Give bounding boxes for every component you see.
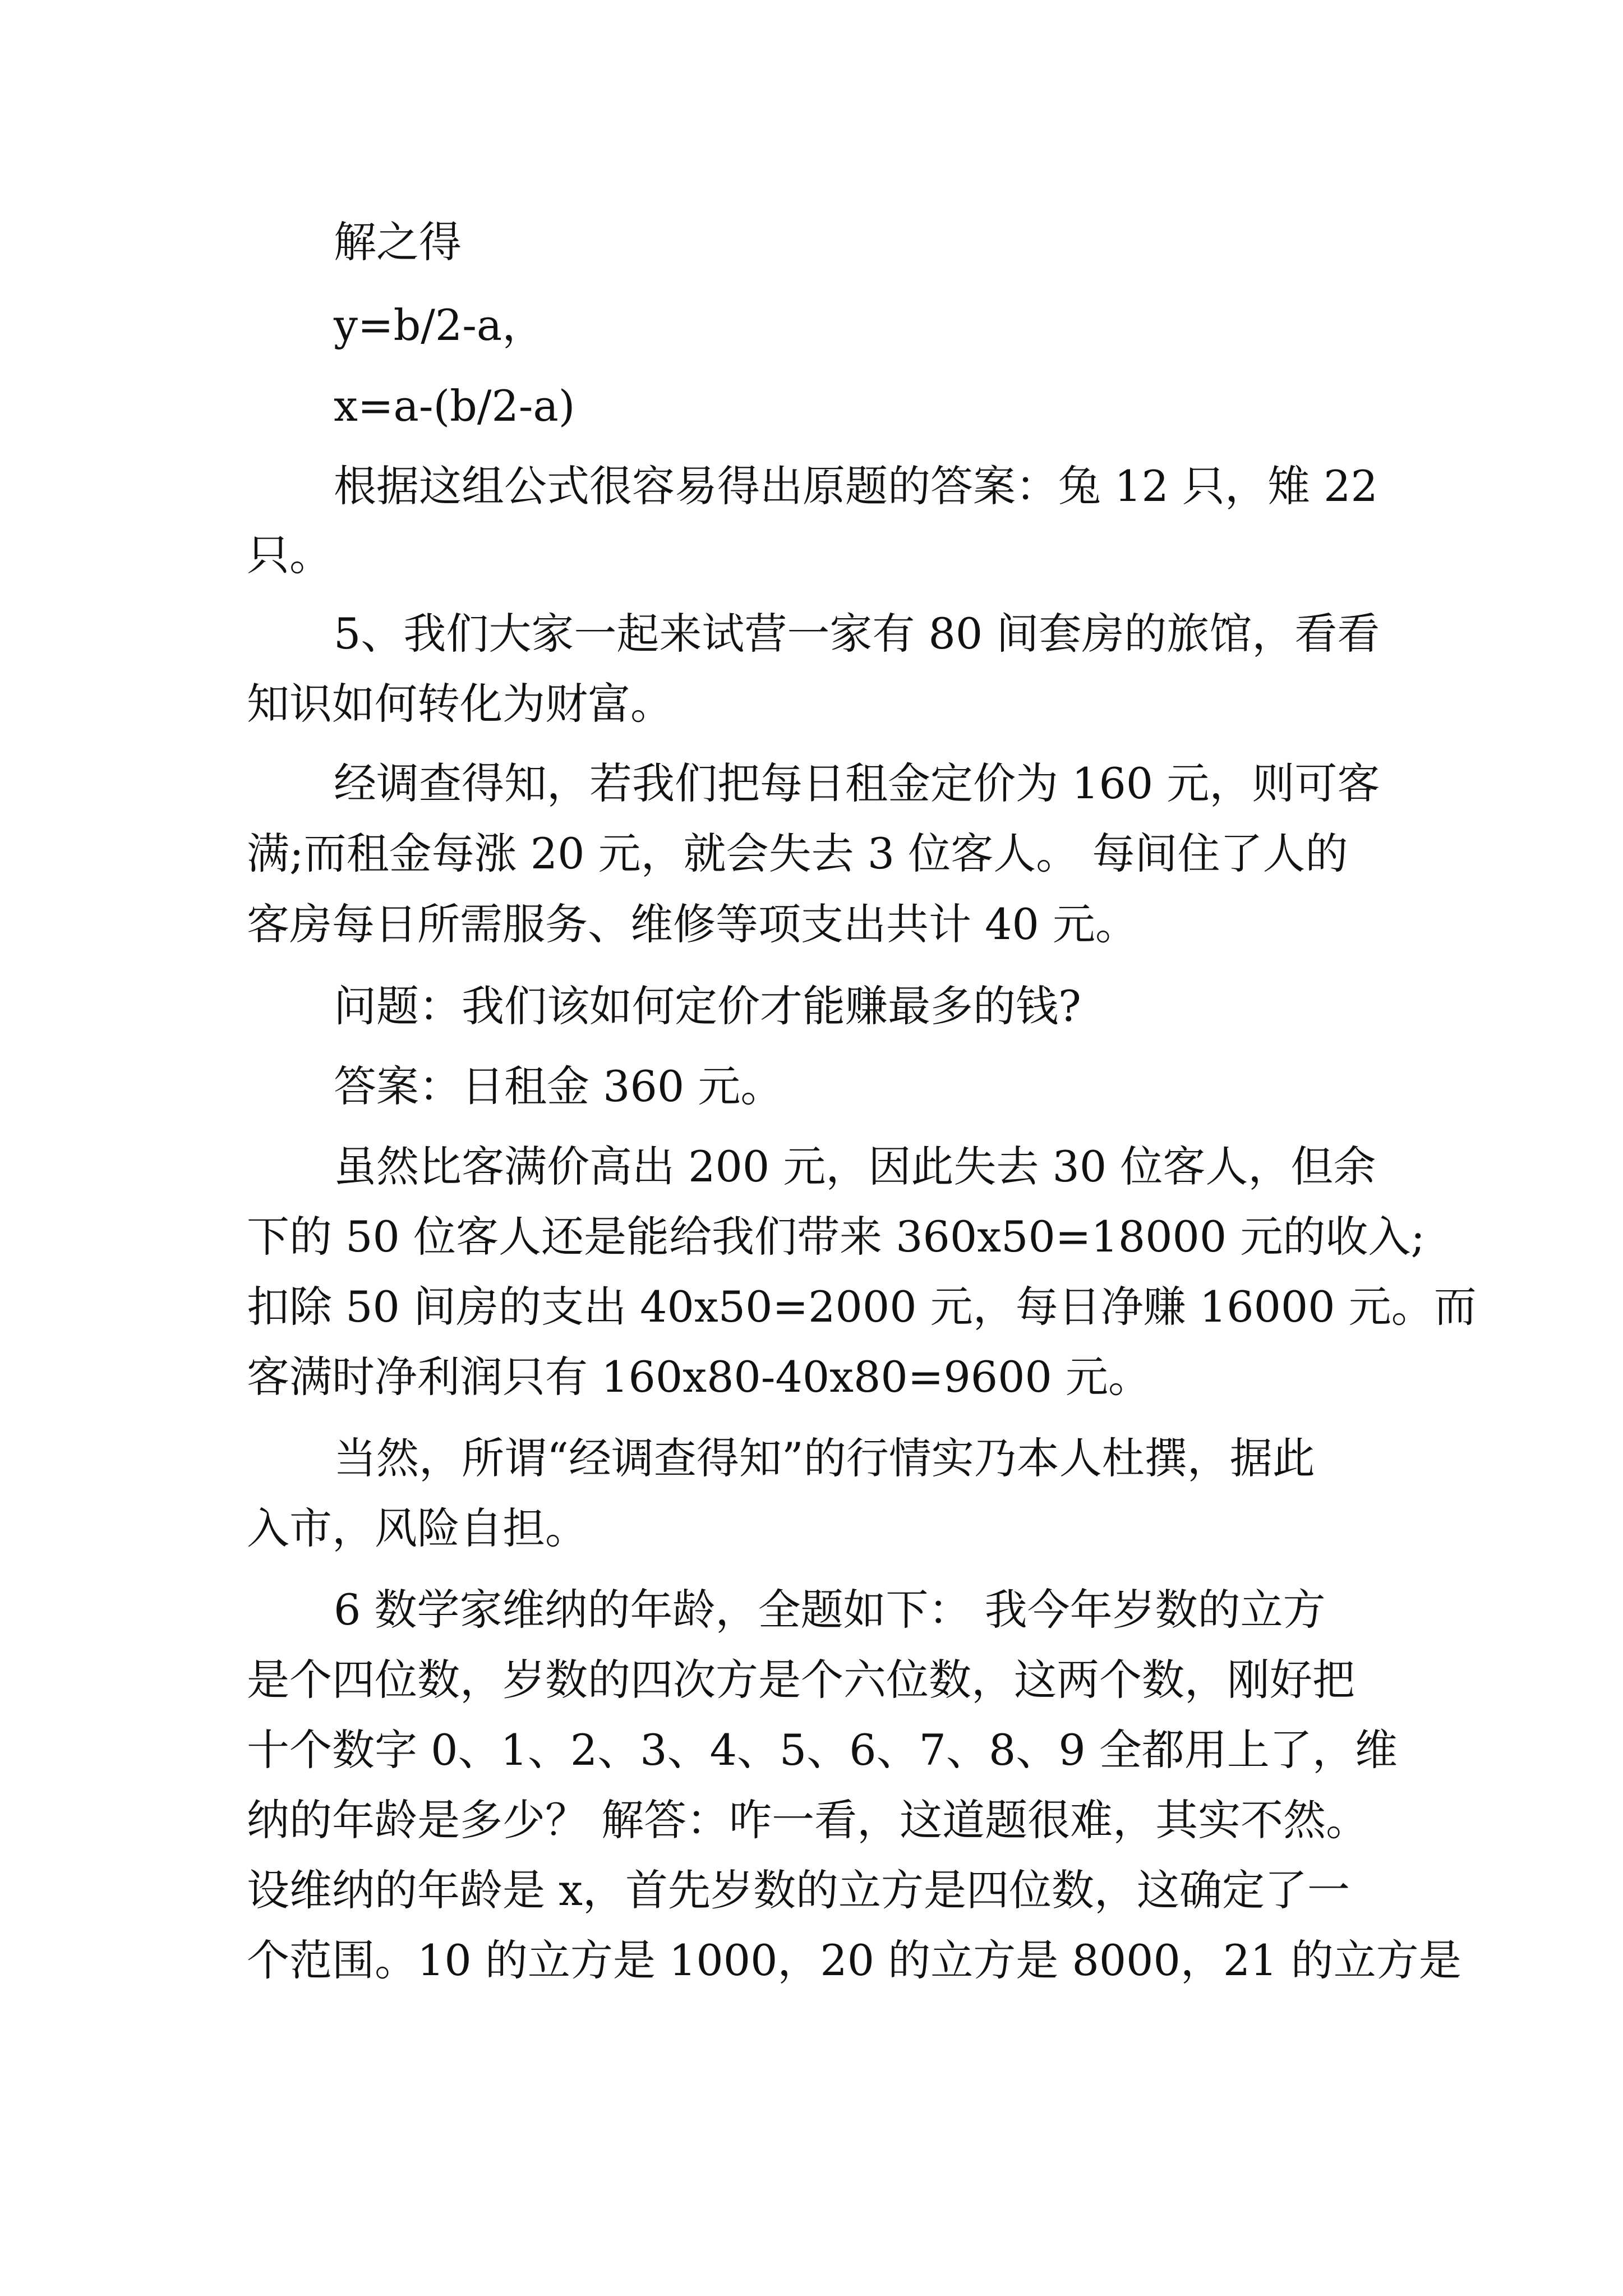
- text-line: 问题：我们该如何定价才能赚最多的钱?: [334, 981, 1081, 1031]
- text-line: 十个数字 0、1、2、3、4、5、6、7、8、9 全都用上了，维: [247, 1725, 1398, 1775]
- text-line: 答案：日租金 360 元。: [334, 1061, 783, 1111]
- text-line: 根据这组公式很容易得出原题的答案：兔 12 只，雉 22: [334, 461, 1378, 511]
- text-line: 知识如何转化为财富。: [247, 679, 673, 729]
- text-line: y=b/2-a，: [334, 300, 545, 350]
- text-line: 只。: [247, 530, 332, 580]
- text-line: 解之得: [334, 217, 462, 267]
- text-line: 扣除 50 间房的支出 40x50=2000 元，每日净赚 16000 元。而: [247, 1282, 1477, 1332]
- text-line: 下的 50 位客人还是能给我们带来 360x50=18000 元的收入;: [247, 1212, 1426, 1262]
- text-line: 入市，风险自担。: [247, 1503, 588, 1553]
- text-line: 设维纳的年龄是 x，首先岁数的立方是四位数，这确定了一: [247, 1865, 1350, 1915]
- text-line: 是个四位数，岁数的四次方是个六位数，这两个数，刚好把: [247, 1655, 1355, 1705]
- text-line: 5、我们大家一起来试营一家有 80 间套房的旅馆，看看: [334, 609, 1380, 659]
- text-line: 6 数学家维纳的年龄，全题如下： 我今年岁数的立方: [334, 1585, 1326, 1635]
- text-line: x=a-(b/2-a): [334, 381, 575, 431]
- text-line: 个范围。10 的立方是 1000，20 的立方是 8000，21 的立方是: [247, 1935, 1461, 1985]
- text-line: 客满时净利润只有 160x80-40x80=9600 元。: [247, 1352, 1151, 1402]
- text-line: 经调查得知，若我们把每日租金定价为 160 元，则可客: [334, 758, 1380, 808]
- text-line: 虽然比客满价高出 200 元，因此失去 30 位客人，但余: [334, 1142, 1376, 1191]
- text-line: 客房每日所需服务、维修等项支出共计 40 元。: [247, 899, 1138, 949]
- text-line: 满;而租金每涨 20 元，就会失去 3 位客人。 每间住了人的: [247, 829, 1348, 878]
- text-line: 当然，所谓“经调查得知”的行情实乃本人杜撰，据此: [334, 1433, 1315, 1483]
- text-line: 纳的年龄是多少？ 解答：咋一看，这道题很难，其实不然。: [247, 1795, 1369, 1845]
